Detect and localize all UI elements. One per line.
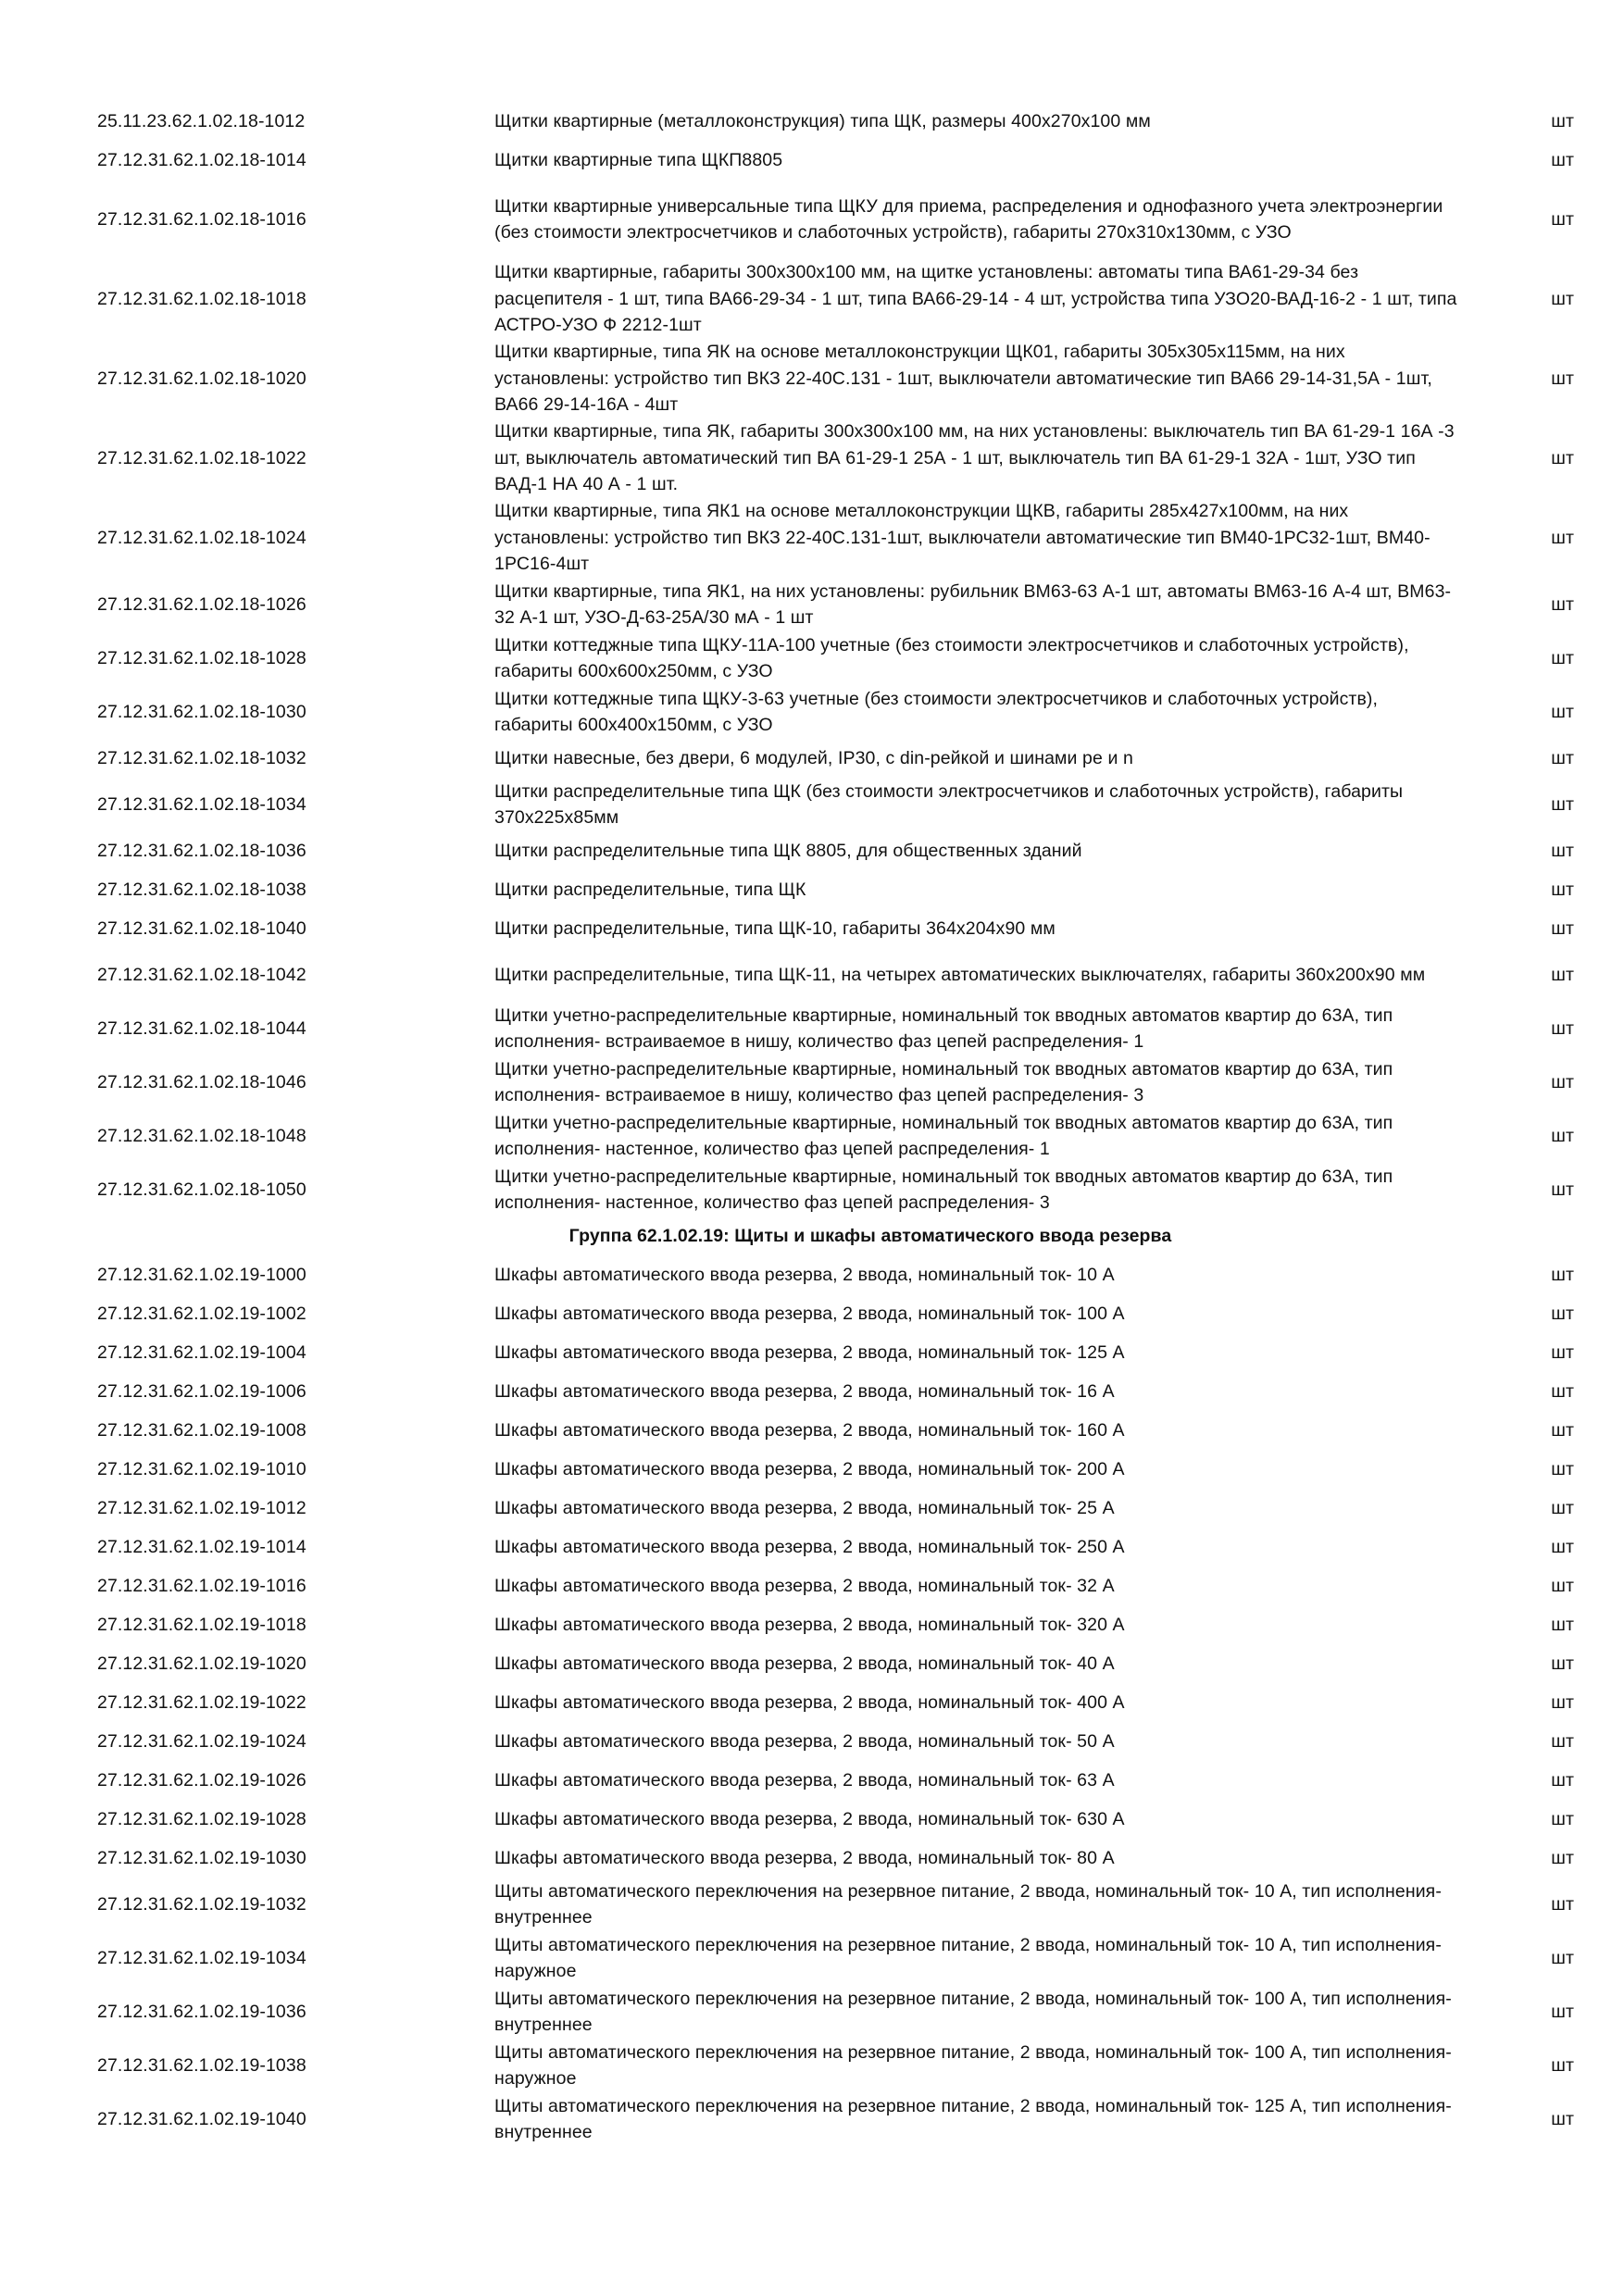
item-unit: шт [1551,701,1574,722]
table-row [93,631,1593,685]
item-code: 27.12.31.62.1.02.19-1002 [97,1303,306,1324]
item-description: Шкафы автоматического ввода резерва, 2 ввода, номинальный ток- 630 А [494,1808,1125,1829]
item-description: Щитки распределительные, типа ЩК [494,879,806,900]
item-unit: шт [1551,917,1574,939]
table-row [93,339,1593,418]
item-code: 27.12.31.62.1.02.19-1016 [97,1575,306,1596]
table-row [93,1372,1593,1411]
item-description: Щиты автоматического переключения на резервное питание, 2 ввода, номинальный ток- 10 А, тип исполнения- внутреннее [494,1880,1442,1928]
item-unit: шт [1551,1017,1574,1039]
item-code: 27.12.31.62.1.02.19-1006 [97,1380,306,1402]
item-unit: шт [1551,1071,1574,1092]
item-code: 27.12.31.62.1.02.19-1030 [97,1847,306,1868]
item-description: Щитки квартирные, типа ЯК на основе металлоконструкции ЩК01, габариты 305х305х115мм, на них установлены: устройство тип ВКЗ 22-40С.131 - 1шт, выключатели автоматические тип ВА66 29-14-31,5А - 1шт, ВА66 29-14-16А - 4шт [494,342,1432,416]
item-code: 27.12.31.62.1.02.18-1032 [97,747,306,768]
table-row [93,1333,1593,1372]
table-row [93,1839,1593,1878]
item-code: 27.12.31.62.1.02.18-1026 [97,593,306,615]
table-row [93,948,1593,1002]
item-description: Щиты автоматического переключения на резервное питание, 2 ввода, номинальный ток- 100 А, тип исполнения- наружное [494,2041,1452,2089]
item-description: Шкафы автоматического ввода резерва, 2 ввода, номинальный ток- 50 А [494,1730,1115,1752]
item-description: Щиты автоматического переключения на резервное питание, 2 ввода, номинальный ток- 10 А, тип исполнения- наружное [494,1934,1442,1981]
item-unit: шт [1551,110,1574,131]
item-description: Шкафы автоматического ввода резерва, 2 ввода, номинальный ток- 100 А [494,1303,1125,1324]
item-unit: шт [1551,793,1574,815]
item-code: 27.12.31.62.1.02.19-1012 [97,1497,306,1518]
item-unit: шт [1551,1125,1574,1146]
table-row [93,1800,1593,1839]
item-unit: шт [1551,840,1574,861]
item-code: 27.12.31.62.1.02.19-1000 [97,1264,306,1285]
item-unit: шт [1551,1341,1574,1363]
table-row [93,2092,1593,2146]
table-row [93,2039,1593,2092]
table-row [93,180,1593,259]
table-row [93,1644,1593,1683]
item-description: Шкафы автоматического ввода резерва, 2 ввода, номинальный ток- 16 А [494,1380,1115,1402]
item-unit: шт [1551,1179,1574,1200]
table-row [93,259,1593,339]
table-row [93,102,1593,141]
item-description: Шкафы автоматического ввода резерва, 2 ввода, номинальный ток- 320 А [494,1614,1125,1635]
table-row [93,1450,1593,1489]
table-row [93,1489,1593,1528]
table-row [93,870,1593,909]
item-unit: шт [1551,1893,1574,1915]
item-unit: шт [1551,2108,1574,2129]
item-description: Щитки квартирные, типа ЯК1, на них установлены: рубильник ВМ63-63 А-1 шт, автоматы ВМ63-16 А-4 шт, ВМ63-32 А-1 шт, УЗО-Д-63-25А/30 мА - 1 шт [494,580,1452,628]
item-description: Щиты автоматического переключения на резервное питание, 2 ввода, номинальный ток- 125 А, тип исполнения- внутреннее [494,2095,1452,2142]
table-row [93,1411,1593,1450]
item-description: Щиты автоматического переключения на резервное питание, 2 ввода, номинальный ток- 100 А, тип исполнения- внутреннее [494,1988,1452,2035]
item-unit: шт [1551,208,1574,230]
table-row [93,1761,1593,1800]
item-unit: шт [1551,747,1574,768]
item-unit: шт [1551,1303,1574,1324]
item-unit: шт [1551,288,1574,309]
item-description: Щитки распределительные, типа ЩК-11, на четырех автоматических выключателях, габариты 360х200х90 мм [494,964,1426,985]
item-code: 27.12.31.62.1.02.19-1022 [97,1691,306,1713]
item-description: Шкафы автоматического ввода резерва, 2 ввода, номинальный ток- 40 А [494,1653,1115,1674]
item-code: 27.12.31.62.1.02.19-1008 [97,1419,306,1441]
item-unit: шт [1551,647,1574,668]
item-code: 27.12.31.62.1.02.19-1024 [97,1730,306,1752]
item-unit: шт [1551,2001,1574,2022]
item-code: 27.12.31.62.1.02.19-1038 [97,2054,306,2076]
item-unit: шт [1551,1575,1574,1596]
item-unit: шт [1551,1614,1574,1635]
table-row [93,1055,1593,1109]
item-description: Шкафы автоматического ввода резерва, 2 ввода, номинальный ток- 160 А [494,1419,1125,1441]
item-description: Шкафы автоматического ввода резерва, 2 ввода, номинальный ток- 25 А [494,1497,1115,1518]
item-description: Щитки квартирные (металлоконструкция) типа ЩК, размеры 400х270х100 мм [494,110,1151,131]
item-code: 27.12.31.62.1.02.18-1030 [97,701,306,722]
item-description: Щитки квартирные, типа ЯК1 на основе металлоконструкции ЩКВ, габариты 285х427х100мм, на них установлены: устройство тип ВКЗ 22-40С.131-1шт, выключатели автоматические тип ВМ40-1РС32-1шт, ВМ40-1РС16-4шт [494,501,1430,575]
item-unit: шт [1551,1536,1574,1557]
item-unit: шт [1551,1419,1574,1441]
table-row [93,1002,1593,1055]
table-row [93,1255,1593,1294]
item-unit: шт [1551,1847,1574,1868]
item-description: Щитки квартирные, габариты 300х300х100 мм, на щитке установлены: автоматы типа ВА61-29-34 без расцепителя - 1 шт, типа ВА66-29-34 - 1 шт, типа ВА66-29-14 - 4 шт, устройства типа УЗО20-ВАД-16-2 - 1 шт, типа АСТРО-УЗО Ф 2212-1шт [494,262,1457,336]
item-code: 27.12.31.62.1.02.18-1050 [97,1179,306,1200]
table-row [93,909,1593,948]
table-row [93,1722,1593,1761]
item-code: 27.12.31.62.1.02.19-1028 [97,1808,306,1829]
item-code: 27.12.31.62.1.02.18-1014 [97,149,306,170]
item-description: Щитки коттеджные типа ЩКУ-3-63 учетные (без стоимости электросчетчиков и слаботочных устройств), габариты 600х400х150мм, с УЗО [494,688,1379,735]
price-list-page [0,102,1624,2146]
table-row [93,685,1593,739]
item-unit: шт [1551,1730,1574,1752]
table-row [93,831,1593,870]
item-code: 27.12.31.62.1.02.18-1022 [97,447,306,468]
item-description: Щитки учетно-распределительные квартирные, номинальный ток вводных автоматов квартир до 63А, тип исполнения- настенное, количество фаз цепей распределения- 1 [494,1112,1393,1159]
item-unit: шт [1551,2054,1574,2076]
item-description: Шкафы автоматического ввода резерва, 2 ввода, номинальный ток- 63 А [494,1769,1115,1791]
table-row [93,1985,1593,2039]
item-description: Шкафы автоматического ввода резерва, 2 ввода, номинальный ток- 200 А [494,1458,1125,1479]
table-row [93,1683,1593,1722]
item-description: Щитки квартирные типа ЩКП8805 [494,149,783,170]
item-description: Щитки учетно-распределительные квартирные, номинальный ток вводных автоматов квартир до 63А, тип исполнения- встраиваемое в нишу, количество фаз цепей распределения- 3 [494,1058,1393,1105]
table-row [93,1294,1593,1333]
item-code: 27.12.31.62.1.02.18-1048 [97,1125,306,1146]
item-description: Шкафы автоматического ввода резерва, 2 ввода, номинальный ток- 250 А [494,1536,1125,1557]
item-unit: шт [1551,1458,1574,1479]
item-description: Шкафы автоматического ввода резерва, 2 ввода, номинальный ток- 32 А [494,1575,1115,1596]
item-code: 27.12.31.62.1.02.19-1020 [97,1653,306,1674]
item-unit: шт [1551,1808,1574,1829]
table-row [93,778,1593,831]
item-code: 27.12.31.62.1.02.18-1024 [97,527,306,548]
item-code: 27.12.31.62.1.02.19-1032 [97,1893,306,1915]
item-code: 27.12.31.62.1.02.18-1018 [97,288,306,309]
item-unit: шт [1551,1769,1574,1791]
table-row [93,1878,1593,1931]
item-code: 27.12.31.62.1.02.19-1036 [97,2001,306,2022]
group-title: Группа 62.1.02.19: Щиты и шкафы автоматического ввода резерва [568,1225,1172,1246]
item-code: 25.11.23.62.1.02.18-1012 [97,110,306,131]
item-description: Щитки распределительные типа ЩК 8805, для общественных зданий [494,840,1082,861]
item-code: 27.12.31.62.1.02.18-1046 [97,1071,306,1092]
table-row [93,418,1593,498]
item-unit: шт [1551,527,1574,548]
item-unit: шт [1551,1380,1574,1402]
item-code: 27.12.31.62.1.02.18-1036 [97,840,306,861]
table-row [93,1931,1593,1985]
item-code: 27.12.31.62.1.02.18-1020 [97,368,306,389]
table-row [93,578,1593,631]
item-code: 27.12.31.62.1.02.19-1004 [97,1341,306,1363]
table-row [93,1163,1593,1217]
item-unit: шт [1551,368,1574,389]
item-code: 27.12.31.62.1.02.19-1026 [97,1769,306,1791]
item-description: Шкафы автоматического ввода резерва, 2 ввода, номинальный ток- 125 А [494,1341,1125,1363]
items-table [93,102,1593,2146]
item-description: Щитки распределительные, типа ЩК-10, габариты 364х204х90 мм [494,917,1056,939]
item-unit: шт [1551,1497,1574,1518]
item-description: Щитки квартирные, типа ЯК, габариты 300х300х100 мм, на них установлены: выключатель тип ВА 61-29-1 16А -3 шт, выключатель автоматический тип ВА 61-29-1 25А - 1 шт, выключатель тип ВА 61-29-1 32А - 1шт, УЗО тип ВАД-1 НА 40 А - 1 шт. [494,421,1455,495]
item-code: 27.12.31.62.1.02.19-1018 [97,1614,306,1635]
item-unit: шт [1551,879,1574,900]
item-description: Шкафы автоматического ввода резерва, 2 ввода, номинальный ток- 80 А [494,1847,1115,1868]
item-description: Щитки учетно-распределительные квартирные, номинальный ток вводных автоматов квартир до 63А, тип исполнения- встраиваемое в нишу, количество фаз цепей распределения- 1 [494,1004,1393,1052]
item-unit: шт [1551,447,1574,468]
table-row [93,739,1593,778]
item-unit: шт [1551,1264,1574,1285]
item-description: Щитки распределительные типа ЩК (без стоимости электросчетчиков и слаботочных устройств), габариты 370х225х85мм [494,780,1404,828]
item-description: Щитки учетно-распределительные квартирные, номинальный ток вводных автоматов квартир до 63А, тип исполнения- настенное, количество фаз цепей распределения- 3 [494,1166,1393,1213]
item-code: 27.12.31.62.1.02.19-1040 [97,2108,306,2129]
item-code: 27.12.31.62.1.02.18-1016 [97,208,306,230]
table-row [93,1566,1593,1605]
item-code: 27.12.31.62.1.02.18-1038 [97,879,306,900]
item-code: 27.12.31.62.1.02.18-1042 [97,964,306,985]
table-row [93,1605,1593,1644]
item-code: 27.12.31.62.1.02.18-1044 [97,1017,306,1039]
item-code: 27.12.31.62.1.02.19-1034 [97,1947,306,1968]
item-code: 27.12.31.62.1.02.18-1040 [97,917,306,939]
table-row [93,1109,1593,1163]
item-description: Щитки коттеджные типа ЩКУ-11А-100 учетные (без стоимости электросчетчиков и слаботочных устройств), габариты 600х600х250мм, с УЗО [494,634,1409,681]
item-unit: шт [1551,149,1574,170]
table-row [93,141,1593,180]
item-description: Щитки навесные, без двери, 6 модулей, IP30, с din-рейкой и шинами pe и n [494,747,1133,768]
item-code: 27.12.31.62.1.02.18-1028 [97,647,306,668]
item-description: Шкафы автоматического ввода резерва, 2 ввода, номинальный ток- 10 А [494,1264,1115,1285]
item-unit: шт [1551,1947,1574,1968]
table-row [93,498,1593,578]
item-description: Шкафы автоматического ввода резерва, 2 ввода, номинальный ток- 400 А [494,1691,1125,1713]
table-row [93,1528,1593,1566]
item-code: 27.12.31.62.1.02.19-1010 [97,1458,306,1479]
item-code: 27.12.31.62.1.02.18-1034 [97,793,306,815]
item-unit: шт [1551,593,1574,615]
item-unit: шт [1551,1653,1574,1674]
item-code: 27.12.31.62.1.02.19-1014 [97,1536,306,1557]
item-description: Щитки квартирные универсальные типа ЩКУ для приема, распределения и однофазного учета электроэнергии (без стоимости электросчетчиков и слаботочных устройств), габариты 270х310х130мм, с УЗО [494,195,1443,243]
item-unit: шт [1551,964,1574,985]
item-unit: шт [1551,1691,1574,1713]
group-header-row [93,1217,1593,1255]
